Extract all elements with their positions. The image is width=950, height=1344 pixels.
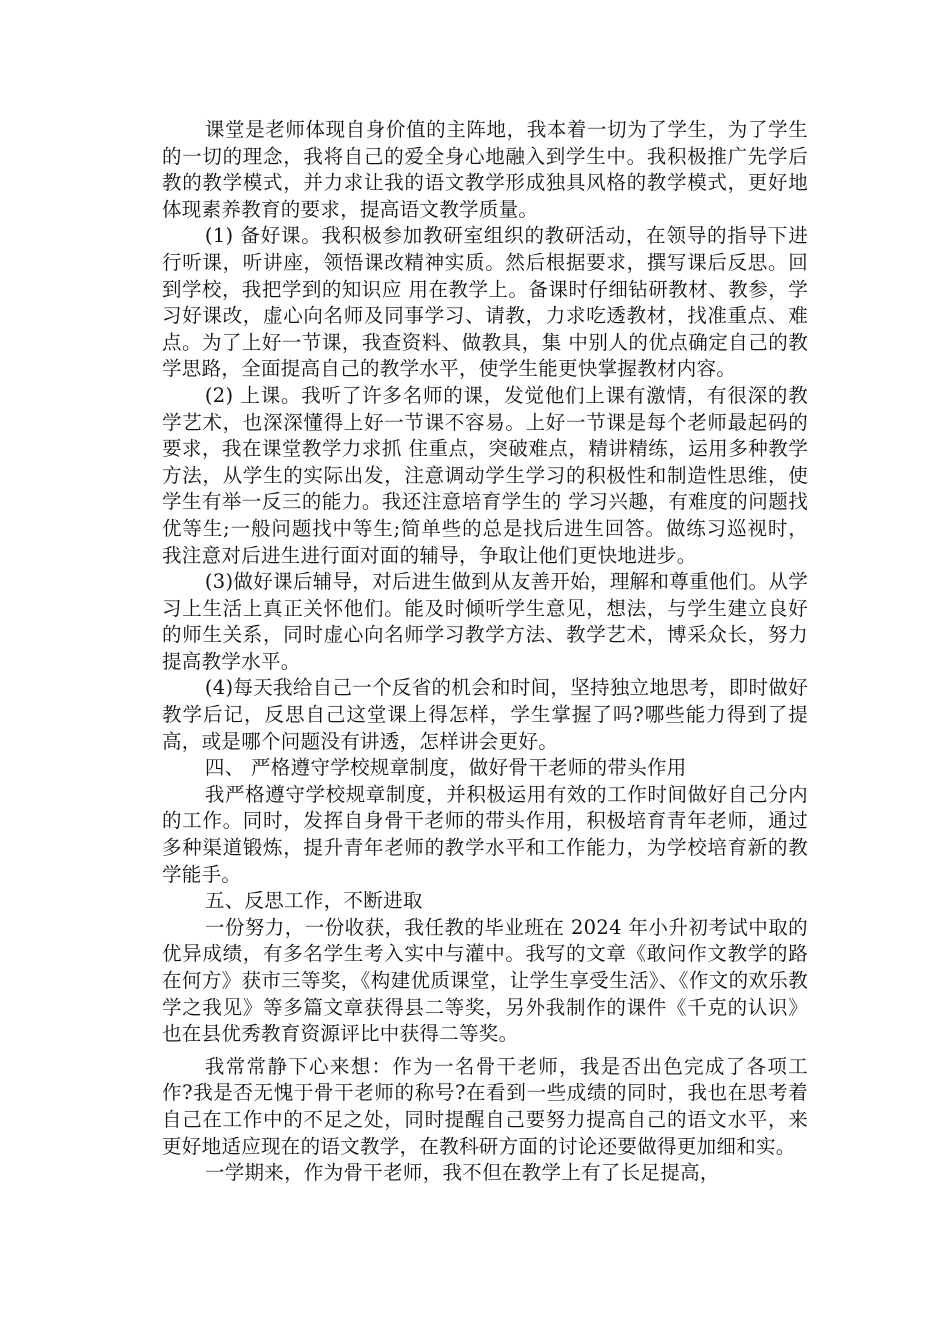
document-body bbox=[162, 117, 808, 1187]
paragraph-achievements: 一份努力，一份收获，我任教的毕业班在 2024 年小升初考试中取的优异成绩，有多名学生考入实中与灌中。我写的文章《敢问作文教学的路在何方》获市三等奖，《构建优质课堂，让学生享受生活》、《作文的欢乐教学之我见》等多篇文章获得县二等奖，另外我制作的课件《千克的认识》也在县优秀教育资源评比中获得二等奖。 bbox=[162, 915, 808, 1046]
paragraph-teach-lessons: (2) 上课。我听了许多名师的课，发觉他们上课有激情，有很深的教学艺术，也深深懂得上好一节课不容易。上好一节课是每个老师最起码的要求，我在课堂教学力求抓 住重点，突破难点，精讲精练，运用多种教学方法，从学生的实际出发，注意调动学生学习的积极性和制造性思维，使学生有举一反三的能力。我还注意培育学生的 学习兴趣，有难度的问题找优等生;一般问题找中等生;简单些的总是找后进生回答。做练习巡视时，我注意对后进生进行面对面的辅导，争取让他们更快地进步。 bbox=[162, 383, 808, 567]
paragraph-prepare-lessons: (1) 备好课。我积极参加教研室组织的教研活动，在领导的指导下进行听课，听讲座，领悟课改精神实质。然后根据要求，撰写课后反思。回到学校，我把学到的知识应 用在教学上。备课时仔细钻研教材、教参，学习好课改，虚心向名师及同事学习、请教，力求吃透教材，找准重点、难点。为了上好一节课，我查资料、做教具，集 中别人的优点确定自己的教学思路，全面提高自己的教学水平，使学生能更快掌握教材内容。 bbox=[162, 224, 808, 381]
paragraph-classroom: 课堂是老师体现自身价值的主阵地，我本着一切为了学生，为了学生的一切的理念，我将自己的爱全身心地融入到学生中。我积极推广先学后教的教学模式，并力求让我的语文教学形成独具风格的教学模式，更好地体现素养教育的要求，提高语文教学质量。 bbox=[162, 118, 808, 221]
paragraph-after-class-tutoring: (3)做好课后辅导，对后进生做到从友善开始，理解和尊重他们。从学习上生活上真正关怀他们。能及时倾听学生意见，想法，与学生建立良好的师生关系，同时虚心向名师学习教学方法、教学艺术，博采众长，努力提高教学水平。 bbox=[162, 570, 808, 673]
section-heading-four: 四、 严格遵守学校规章制度，做好骨干老师的带头作用 bbox=[204, 756, 687, 780]
paragraph-daily-reflection: (4)每天我给自己一个反省的机会和时间，坚持独立地思考，即时做好教学后记，反思自己这堂课上得怎样，学生掌握了吗?哪些能力得到了提高，或是哪个问题没有讲透，怎样讲会更好。 bbox=[162, 676, 808, 753]
paragraph-self-reflection: 我常常静下心来想：作为一名骨干老师，我是否出色完成了各项工作?我是否无愧于骨干老师的称号?在看到一些成绩的同时，我也在思考着自己在工作中的不足之处，同时提醒自己要努力提高自己的语文水平，来更好地适应现在的语文教学，在教科研方面的讨论还要做得更加细和实。 bbox=[162, 1054, 808, 1158]
paragraph-semester-summary: 一学期来，作为骨干老师，我不但在教学上有了长足提高， bbox=[204, 1161, 720, 1185]
paragraph-school-rules: 我严格遵守学校规章制度，并积极运用有效的工作时间做好自己分内的工作。同时，发挥自身骨干老师的带头作用，积极培育青年老师，通过多种渠道锻炼，提升青年老师的教学水平和工作能力，为学校培育新的教学能手。 bbox=[162, 782, 808, 886]
section-heading-five: 五、反思工作，不断进取 bbox=[204, 889, 423, 913]
